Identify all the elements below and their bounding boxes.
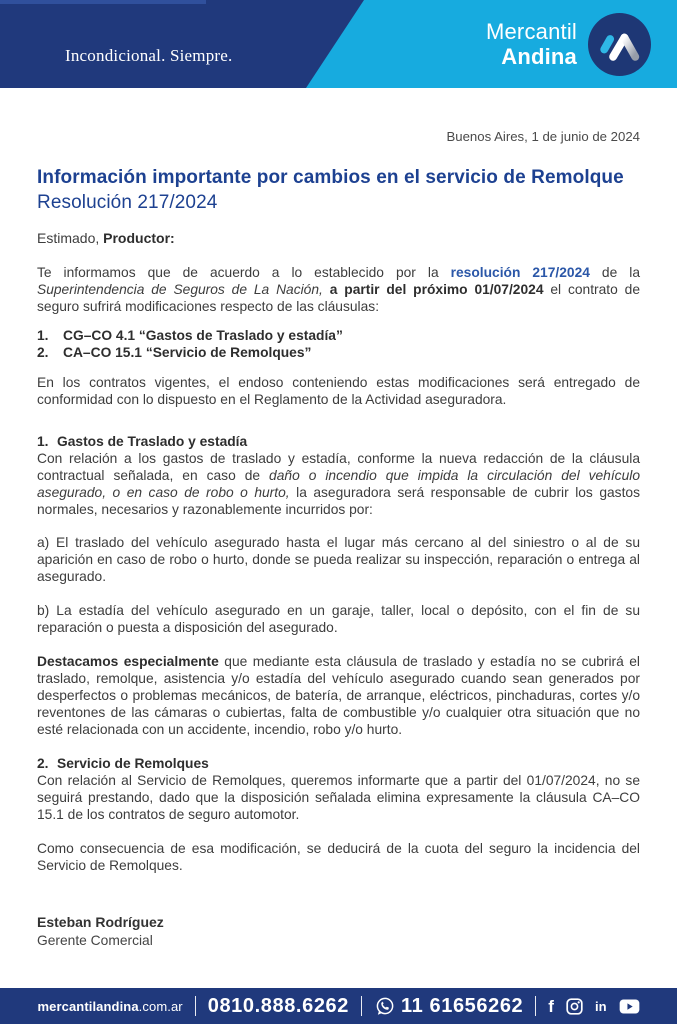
resolution-reference: resolución 217/2024 — [450, 265, 590, 280]
section2-number: 2. — [37, 756, 49, 771]
highlight-paragraph — [37, 653, 640, 738]
footer-divider — [361, 996, 362, 1016]
header-band — [0, 0, 677, 88]
website-tld: .com.ar — [138, 998, 183, 1014]
letter-title-line1: Información importante por cambios en el servicio de Remolque — [37, 167, 624, 188]
clause-text: CG–CO 4.1 “Gastos de Traslado y estadía” — [63, 328, 343, 343]
youtube-icon[interactable] — [619, 999, 640, 1014]
section1-segment: Con relación a los gastos de traslado y estadía, conforme la nueva redacción de la cláusula contractual señalada, en caso de — [37, 451, 640, 483]
website-domain: mercantilandina — [37, 998, 139, 1014]
greeting-prefix: Estimado, — [37, 230, 104, 246]
signer-role: Gerente Comercial — [37, 933, 153, 948]
brand-name-line1: Mercantil — [485, 19, 577, 45]
brand-logo — [486, 13, 651, 76]
signature-block — [37, 914, 640, 949]
section2-heading — [37, 755, 640, 772]
effective-date: a partir del próximo 01/07/2024 — [329, 282, 544, 297]
footer-divider — [535, 996, 536, 1016]
section1-segment: la aseguradora será responsable de cubrir los gastos normales, necesarios y razonablemente incurridos por: — [37, 485, 640, 517]
whatsapp-number: 11 61656262 — [401, 994, 524, 1017]
clause-text: CA–CO 15.1 “Servicio de Remolques” — [63, 345, 312, 360]
highlight-body: que mediante esta cláusula de traslado y estadía no se cubrirá el traslado, remolque, asistencia y/o estadía del vehículo asegurado cuando sean generados por desperfectos o problemas mecánicos, de batería, de arranque, eléctricos, pinchaduras, cortes y/o reventones de las cámaras o cubiertas, falta de combustible y/o cualquier otra situación que no esté relacionada con un accidente, incendio, robo y/o hurto. — [37, 654, 640, 737]
section2-paragraph1: Con relación al Servicio de Remolques, queremos informarte que a partir del 01/07/2024, no se seguirá prestando, dado que la disposición señalada elimina expresamente la cláusula CA–CO 15.1 de los contratos de seguro automotor. — [37, 773, 640, 822]
clause-number: 1. — [37, 328, 49, 343]
signer-name: Esteban Rodríguez — [37, 914, 164, 930]
section1-italic-clause: daño o incendio que impida la circulación del vehículo asegurado, o en caso de robo o hurto, — [37, 468, 640, 500]
instagram-icon[interactable] — [566, 998, 583, 1015]
section1-heading — [37, 433, 640, 450]
letter-body — [37, 88, 640, 949]
entity-name: Superintendencia de Seguros de La Nación, — [37, 282, 330, 297]
letter-title-line2: Resolución 217/2024 — [37, 192, 218, 213]
letter-date: Buenos Aires, 1 de junio de 2024 — [446, 129, 640, 144]
clause-number: 2. — [37, 345, 49, 360]
item-a-paragraph: a) El traslado del vehículo asegurado hasta el lugar más cercano al del siniestro o al de su aparición en caso de robo o hurto, donde se pueda realizar su inspección, reparación o entrega al asegurado. — [37, 535, 640, 584]
endoso-paragraph: En los contratos vigentes, el endoso conteniendo estas modificaciones será entregado de conformidad con lo dispuesto en el Reglamento de la Actividad aseguradora. — [37, 375, 640, 407]
section1-title: Gastos de Traslado y estadía — [57, 434, 248, 449]
footer-band — [0, 988, 677, 1024]
brand-name-line2: Andina — [501, 43, 577, 69]
brand-wordmark — [486, 20, 577, 68]
section2-paragraph2: Como consecuencia de esa modificación, se deducirá de la cuota del seguro la incidencia del Servicio de Remolques. — [37, 841, 640, 873]
whatsapp-contact[interactable] — [374, 995, 523, 1018]
list-item — [37, 344, 640, 361]
section2-title: Servicio de Remolques — [57, 756, 209, 771]
intro-segment: Te informamos que de acuerdo a lo establecido por la — [37, 265, 451, 280]
brand-tagline: Incondicional. Siempre. — [65, 46, 233, 65]
clauses-list — [37, 327, 640, 361]
section1-number: 1. — [37, 434, 49, 449]
list-item — [37, 327, 640, 344]
greeting-recipient: Productor: — [103, 230, 175, 246]
header-accent-strip — [0, 0, 206, 4]
highlight-lead: Destacamos especialmente — [37, 654, 219, 669]
section1-paragraph — [37, 450, 640, 518]
mountain-logo-icon — [588, 13, 651, 76]
intro-paragraph — [37, 264, 640, 315]
item-b-paragraph: b) La estadía del vehículo asegurado en un garaje, taller, local o depósito, con el fin de su reparación o puesta a disposición del asegurado. — [37, 603, 640, 635]
linkedin-icon[interactable]: in — [594, 998, 607, 1014]
phone-number-link[interactable]: 0810.888.6262 — [207, 994, 349, 1017]
facebook-icon[interactable]: f — [548, 996, 554, 1016]
intro-segment: el contrato de seguro sufrirá modificaciones respecto de las cláusulas: — [37, 282, 641, 314]
intro-segment: de la — [589, 265, 640, 280]
whatsapp-icon — [374, 996, 395, 1017]
website-link[interactable] — [37, 999, 182, 1014]
greeting — [37, 230, 640, 247]
footer-divider — [195, 996, 196, 1016]
letter-title — [37, 165, 640, 215]
social-links — [548, 998, 639, 1015]
